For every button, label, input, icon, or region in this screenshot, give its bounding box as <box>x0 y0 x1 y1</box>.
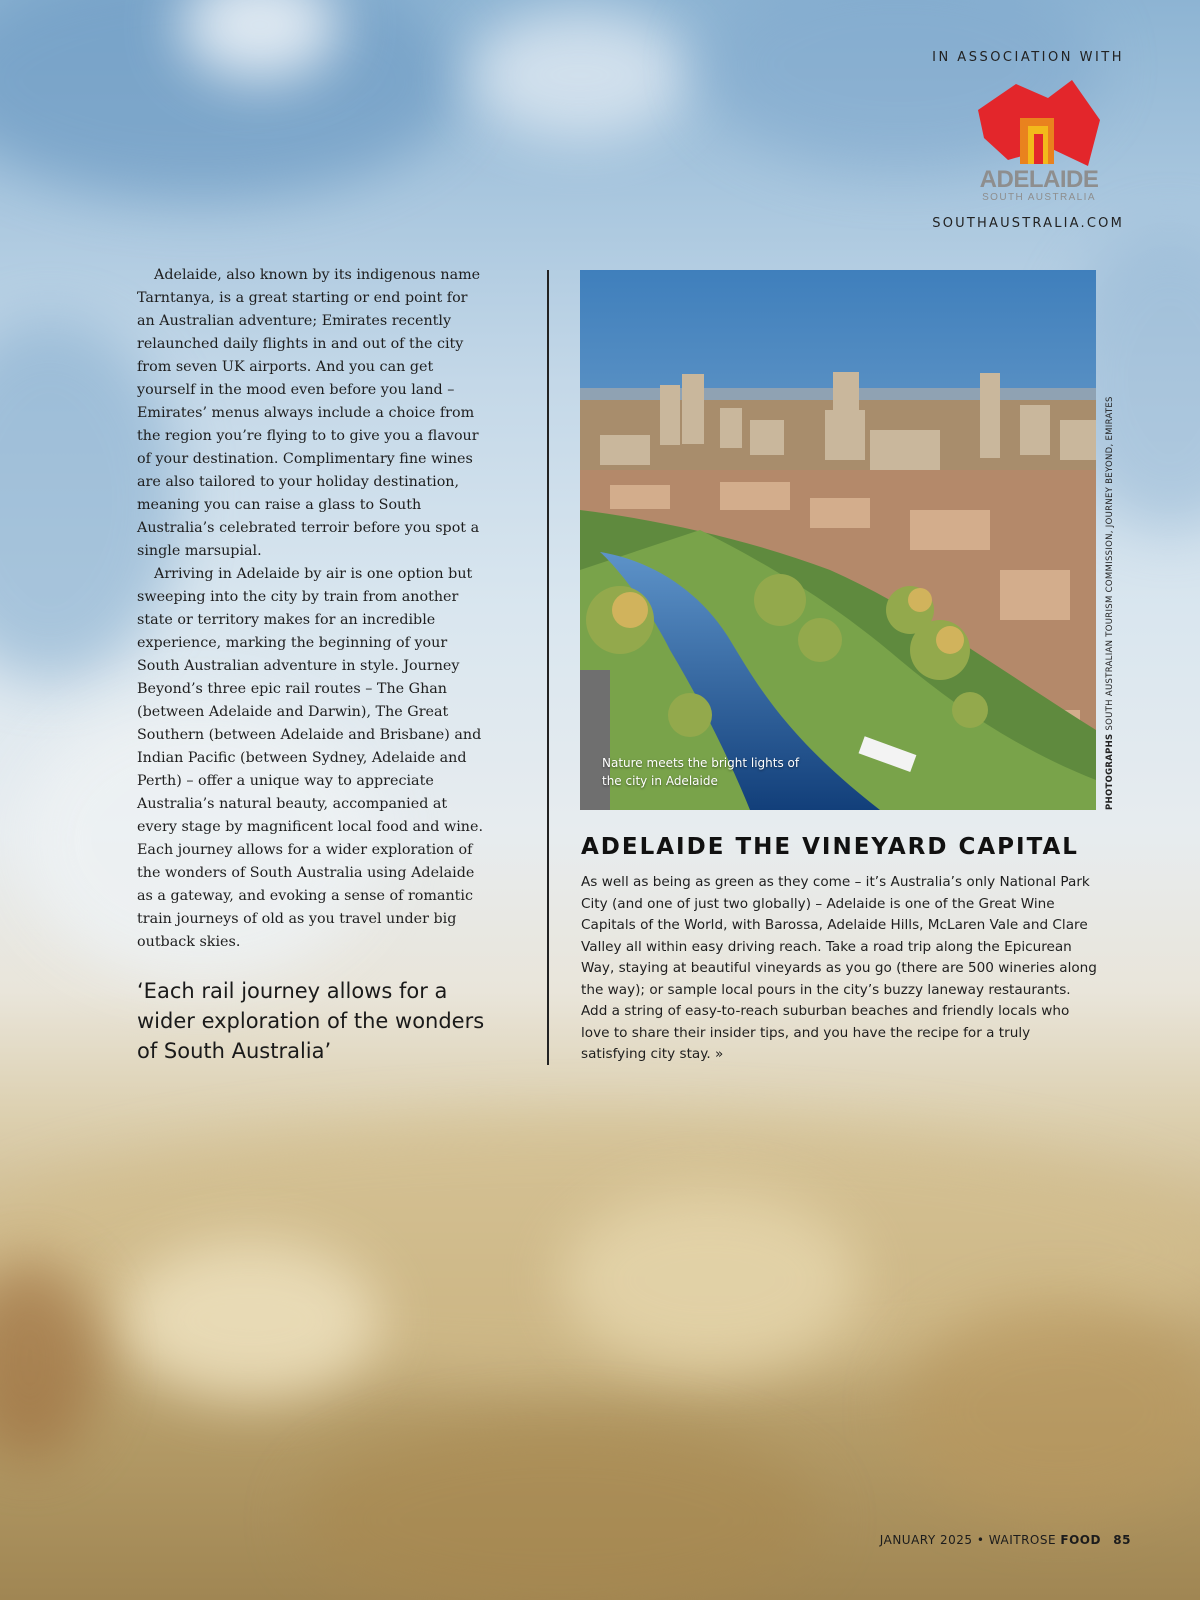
photo-caption: Nature meets the bright lights of the city in Adelaide <box>602 756 800 788</box>
feature-section <box>581 834 1097 1066</box>
column-divider <box>547 270 549 1065</box>
association-block <box>932 50 1124 65</box>
pull-quote: ‘Each rail journey allows for a wider exploration of the wonders of South Australia’ <box>137 979 485 1063</box>
adelaide-logo[interactable] <box>976 80 1102 206</box>
adelaide-city-photo <box>580 270 1096 810</box>
adelaide-map-icon <box>976 80 1102 166</box>
magazine-brand: FOOD <box>1060 1533 1101 1547</box>
logo-subtitle: SOUTH AUSTRALIA <box>982 192 1096 203</box>
page-number: 85 <box>1113 1533 1131 1547</box>
photo-credit <box>1105 370 1115 810</box>
left-column <box>137 264 485 1066</box>
feature-title-rest: THE VINEYARD CAPITAL <box>735 834 1079 860</box>
city-photo-illustration <box>580 270 1096 810</box>
website-link[interactable]: SOUTHAUSTRALIA.COM <box>932 216 1124 231</box>
footer-separator: • <box>976 1533 985 1547</box>
association-label: IN ASSOCIATION WITH <box>932 50 1124 65</box>
feature-title-strong: ADELAIDE <box>581 834 726 860</box>
issue-date: JANUARY 2025 <box>879 1533 973 1547</box>
body-paragraph-2: Arriving in Adelaide by air is one option but sweeping into the city by train from another state or territory makes for an incredible experience, marking the beginning of your South Australian adventure in style. Journey Beyond’s three epic rail routes – The Ghan (between Adelaide and Darwin), The Great Southern (between Adelaide and Brisbane) and Indian Pacific (between Sydney, Adelaide and Perth) – offer a unique way to appreciate Australia’s natural beauty, accompanied at every stage by magnificent local food and wine. Each journey allows for a wider exploration of the wonders of South Australia using Adelaide as a gateway, and evoking a sense of romantic train journeys of old as you travel under big outback skies. <box>137 566 483 950</box>
credit-text: SOUTH AUSTRALIAN TOURISM COMMISSION, JOURNEY BEYOND, EMIRATES <box>1105 396 1115 731</box>
feature-body: As well as being as green as they come – it’s Australia’s only National Park City (and one of just two globally) – Adelaide is one of the Great Wine Capitals of the World, with Barossa, Adelaide Hills, McLaren Vale and Clare Valley all within easy driving reach. Take a road trip along the Epicurean Way, staying at beautiful vineyards as you go (there are 500 wineries along the way); or sample local pours in the city’s buzzy laneway restaurants. Add a string of easy-to-reach suburban beaches and friendly locals who love to share their insider tips, and you have the recipe for a truly satisfying city stay. » <box>581 874 1097 1062</box>
magazine-prefix: WAITROSE <box>988 1533 1057 1547</box>
body-paragraph-1: Adelaide, also known by its indigenous name Tarntanya, is a great starting or end point for an Australian adventure; Emirates recently relaunched daily flights in and out of the city from seven UK airports. And you can get yourself in the mood even before you land – Emirates’ menus always include a choice from the region you’re flying to to give you a flavour of your destination. Complimentary fine wines are also tailored to your holiday destination, meaning you can raise a glass to South Australia’s celebrated terroir before you spot a single marsupial. <box>137 267 481 559</box>
page-footer <box>880 1533 1131 1547</box>
logo-name: ADELAIDE <box>979 166 1099 193</box>
feature-title <box>581 834 1097 860</box>
credit-label: PHOTOGRAPHS <box>1105 733 1115 810</box>
